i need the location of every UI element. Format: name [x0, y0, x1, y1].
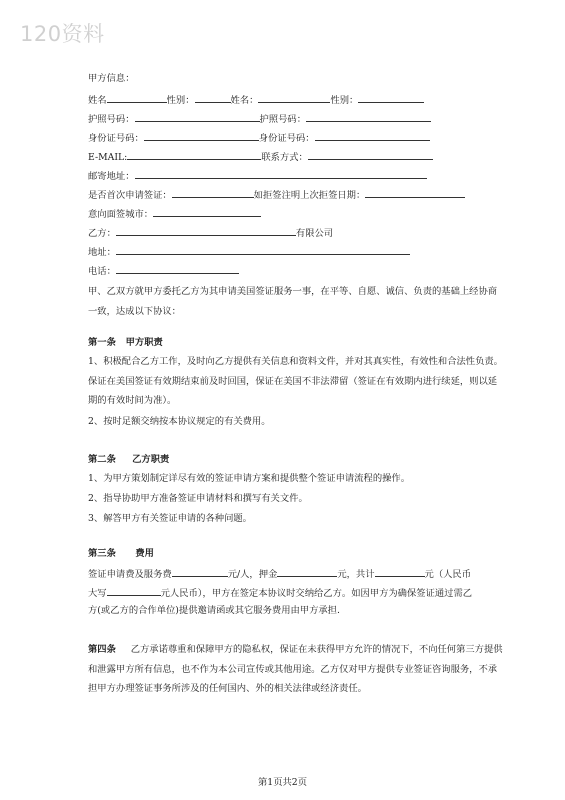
name-label: 姓名 — [88, 95, 107, 106]
email-row — [88, 149, 433, 165]
city-label: 意向面签城市： — [88, 209, 154, 220]
passport-label-2: 护照号码： — [259, 114, 306, 125]
fee-line-2-text: 元人民币），甲方在签定本协议时交纳给乙方。如因甲方为确保签证通过需乙 — [160, 588, 473, 599]
article-3-number: 第三条 — [88, 548, 116, 559]
article-2-number: 第二条 — [88, 454, 116, 465]
first-apply-field[interactable] — [172, 187, 254, 198]
address-field[interactable] — [135, 168, 427, 179]
article-1-number: 第一条 — [88, 337, 116, 348]
article-3-heading: 费用 — [135, 548, 154, 559]
party-b-row — [88, 225, 333, 241]
party-a-title: 甲方信息： — [88, 73, 135, 84]
article-1-heading: 甲方职责 — [125, 337, 163, 348]
article-4 — [88, 640, 503, 699]
service-fee-field[interactable] — [172, 566, 228, 577]
uppercase-label: 大写 — [88, 588, 107, 599]
name-label-2: 姓名： — [230, 95, 259, 106]
article-1-title — [88, 336, 163, 350]
article-2-heading: 乙方职责 — [132, 454, 170, 465]
fee-line-3: 方(或乙方的合作单位)提供邀请函或其它服务费用由甲方承担. — [88, 605, 340, 616]
city-field[interactable] — [153, 206, 261, 217]
article-1-item-1: 1、积极配合乙方工作，及时向乙方提供有关信息和资料文件，并对其真实性，有效性和合法性负责。保证在美国签证有效期结束前及时回国，保证在美国不非法滞留（签证在有效期内进行续延，则以延期的有效时间为准）。 — [88, 356, 503, 406]
gender-field-2[interactable] — [358, 92, 424, 103]
id-label-2: 身份证号码： — [258, 133, 315, 144]
party-b-phone-label: 电话： — [88, 266, 116, 277]
passport-label: 护照号码： — [88, 114, 135, 125]
party-b-phone-field[interactable] — [116, 263, 239, 274]
article-2-item-1: 1、为甲方策划制定详尽有效的签证申请方案和提供整个签证申请流程的操作。 — [88, 473, 411, 484]
deposit-label: 元/人，押金 — [227, 569, 278, 580]
article-2-item-3: 3、解答甲方有关签证申请的各种问题。 — [88, 513, 252, 524]
first-apply-label: 是否首次申请签证： — [88, 190, 172, 201]
passport-field[interactable] — [135, 111, 260, 122]
name-field[interactable] — [107, 92, 167, 103]
party-b-company-field[interactable] — [116, 225, 296, 236]
watermark-logo: 120资料 — [20, 22, 105, 46]
fee-label: 签证申请费及服务费 — [88, 569, 172, 580]
email-label: E-MAIL: — [88, 152, 128, 163]
article-2-title — [88, 453, 169, 467]
address-label: 邮寄地址： — [88, 171, 135, 182]
deposit-field[interactable] — [277, 566, 337, 577]
page-number: 第1页共2页 — [257, 777, 308, 788]
article-4-body: 乙方承诺尊重和保障甲方的隐私权，保证在未获得甲方允许的情况下，不向任何第三方提供和泄露甲方所有信息，也不作为本公司宣传或其他用途。乙方仅对甲方提供专业签证咨询服务，不承担甲方办理签证事务所涉及的任何国内、外的相关法律或经济责任。 — [88, 644, 503, 694]
contact-field[interactable] — [308, 149, 433, 160]
article-2-item-2: 2、指导协助甲方准备签证申请材料和撰写有关文件。 — [88, 493, 308, 504]
gender-label: 性别： — [166, 95, 195, 106]
id-row — [88, 130, 430, 146]
id-field-2[interactable] — [315, 130, 430, 141]
passport-field-2[interactable] — [306, 111, 431, 122]
total-field[interactable] — [375, 566, 425, 577]
gender-field[interactable] — [195, 92, 231, 103]
article-4-number: 第四条 — [88, 644, 116, 655]
passport-row — [88, 111, 431, 127]
fee-line-1 — [88, 566, 471, 582]
address-row — [88, 168, 427, 184]
uppercase-amount-field[interactable] — [107, 585, 161, 596]
id-label: 身份证号码： — [88, 133, 144, 144]
total-label: 元，共计 — [337, 569, 375, 580]
party-b-address-label: 地址： — [88, 247, 116, 258]
article-1-item-2: 2、按时足额交纳按本协议规定的有关费用。 — [88, 416, 271, 427]
fee-line-2 — [88, 585, 472, 601]
refused-label: 如拒签注明上次拒签日期： — [253, 190, 366, 201]
article-3-title — [88, 547, 154, 561]
city-row — [88, 206, 261, 222]
id-field[interactable] — [144, 130, 259, 141]
gender-label-2: 性别： — [330, 95, 359, 106]
intro-paragraph: 甲、乙双方就甲方委托乙方为其申请美国签证服务一事，在平等、自愿、诚信、负责的基础上经协商一致，达成以下协议： — [88, 286, 498, 317]
party-b-address-row — [88, 244, 410, 260]
rmb-label: 元（人民币 — [424, 569, 472, 580]
party-b-address-field[interactable] — [116, 244, 410, 255]
first-apply-row — [88, 187, 465, 203]
refused-date-field[interactable] — [365, 187, 465, 198]
party-b-label: 乙方： — [88, 228, 116, 239]
contact-label: 联系方式： — [261, 152, 308, 163]
party-b-phone-row — [88, 263, 239, 279]
name-field-2[interactable] — [258, 92, 330, 103]
name-row — [88, 92, 424, 108]
party-b-company-suffix: 有限公司 — [295, 228, 334, 239]
email-field[interactable] — [127, 149, 261, 160]
